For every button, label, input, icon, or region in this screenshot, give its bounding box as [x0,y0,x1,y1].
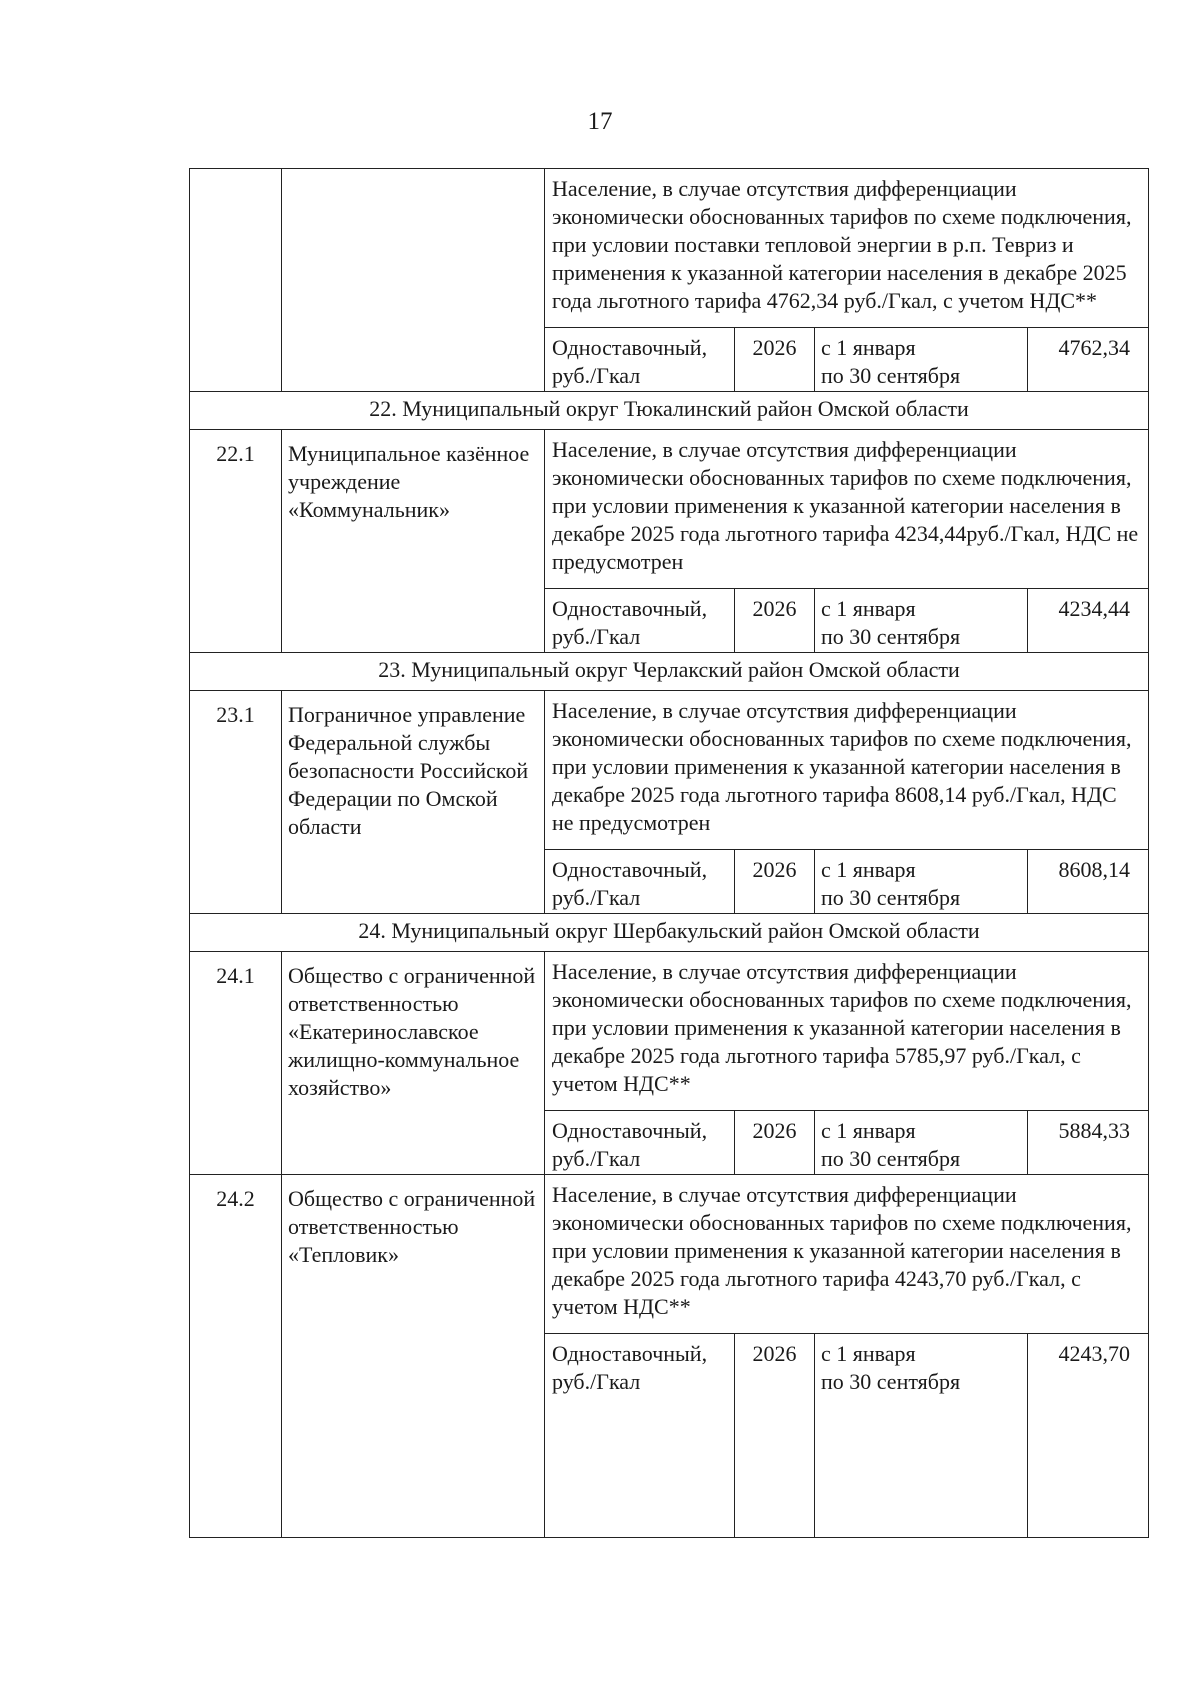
entry-number: 24.1 [190,952,282,1175]
organization-name: Пограничное управление Федеральной службы безопасности Российской Федерации по Омской области [282,691,545,914]
period-cell: с 1 января по 30 сентября [815,850,1028,914]
tariff-value-cell: 8608,14 [1028,850,1149,914]
tariff-value-cell: 4243,70 [1028,1334,1149,1538]
entry-number: 22.1 [190,430,282,653]
category-description: Население, в случае отсутствия дифференциации экономически обоснованных тарифов по схеме подключения, при условии поставки тепловой энергии в р.п. Тевриз и применения к указанной категории населения в декабре 2025 года льготного тарифа 4762,34 руб./Гкал, с учетом НДС** [545,169,1149,328]
period-cell: с 1 января по 30 сентября [815,1334,1028,1538]
entry-number: 23.1 [190,691,282,914]
year-cell: 2026 [735,850,815,914]
period-cell: с 1 января по 30 сентября [815,1111,1028,1175]
entry-number: 24.2 [190,1175,282,1538]
section-title: 22. Муниципальный округ Тюкалинский район Омской области [190,392,1149,430]
year-cell: 2026 [735,1111,815,1175]
table-row [190,1175,1149,1334]
year-cell: 2026 [735,328,815,392]
tariff-value-cell: 4762,34 [1028,328,1149,392]
rate-type-cell: Одноставочный, руб./Гкал [545,589,735,653]
table-row [190,952,1149,1111]
tariff-value-cell: 5884,33 [1028,1111,1149,1175]
rate-type-cell: Одноставочный, руб./Гкал [545,1334,735,1538]
number-cell [190,169,282,392]
tariff-value-cell: 4234,44 [1028,589,1149,653]
category-description: Население, в случае отсутствия дифференциации экономически обоснованных тарифов по схеме подключения, при условии применения к указанной категории населения в декабре 2025 года льготного тарифа 4234,44руб./Гкал, НДС не предусмотрен [545,430,1149,589]
category-description: Население, в случае отсутствия дифференциации экономически обоснованных тарифов по схеме подключения, при условии применения к указанной категории населения в декабре 2025 года льготного тарифа 8608,14 руб./Гкал, НДС не предусмотрен [545,691,1149,850]
section-header-row [190,392,1149,430]
organization-cell [282,169,545,392]
rate-type-cell: Одноставочный, руб./Гкал [545,1111,735,1175]
table-row [190,430,1149,589]
section-header-row [190,914,1149,952]
rate-type-cell: Одноставочный, руб./Гкал [545,328,735,392]
period-cell: с 1 января по 30 сентября [815,328,1028,392]
section-title: 24. Муниципальный округ Шербакульский район Омской области [190,914,1149,952]
organization-name: Общество с ограниченной ответственностью «Тепловик» [282,1175,545,1538]
section-header-row [190,653,1149,691]
year-cell: 2026 [735,1334,815,1538]
category-description: Население, в случае отсутствия дифференциации экономически обоснованных тарифов по схеме подключения, при условии применения к указанной категории населения в декабре 2025 года льготного тарифа 4243,70 руб./Гкал, с учетом НДС** [545,1175,1149,1334]
section-title: 23. Муниципальный округ Черлакский район Омской области [190,653,1149,691]
tariff-table [189,168,1149,1538]
organization-name: Муниципальное казённое учреждение «Коммунальник» [282,430,545,653]
organization-name: Общество с ограниченной ответственностью «Екатеринославское жилищно-коммунальное хозяйство» [282,952,545,1175]
table-row [190,169,1149,328]
table-row [190,691,1149,850]
year-cell: 2026 [735,589,815,653]
rate-type-cell: Одноставочный, руб./Гкал [545,850,735,914]
page-number: 17 [587,108,613,135]
period-cell: с 1 января по 30 сентября [815,589,1028,653]
category-description: Население, в случае отсутствия дифференциации экономически обоснованных тарифов по схеме подключения, при условии применения к указанной категории населения в декабре 2025 года льготного тарифа 5785,97 руб./Гкал, с учетом НДС** [545,952,1149,1111]
